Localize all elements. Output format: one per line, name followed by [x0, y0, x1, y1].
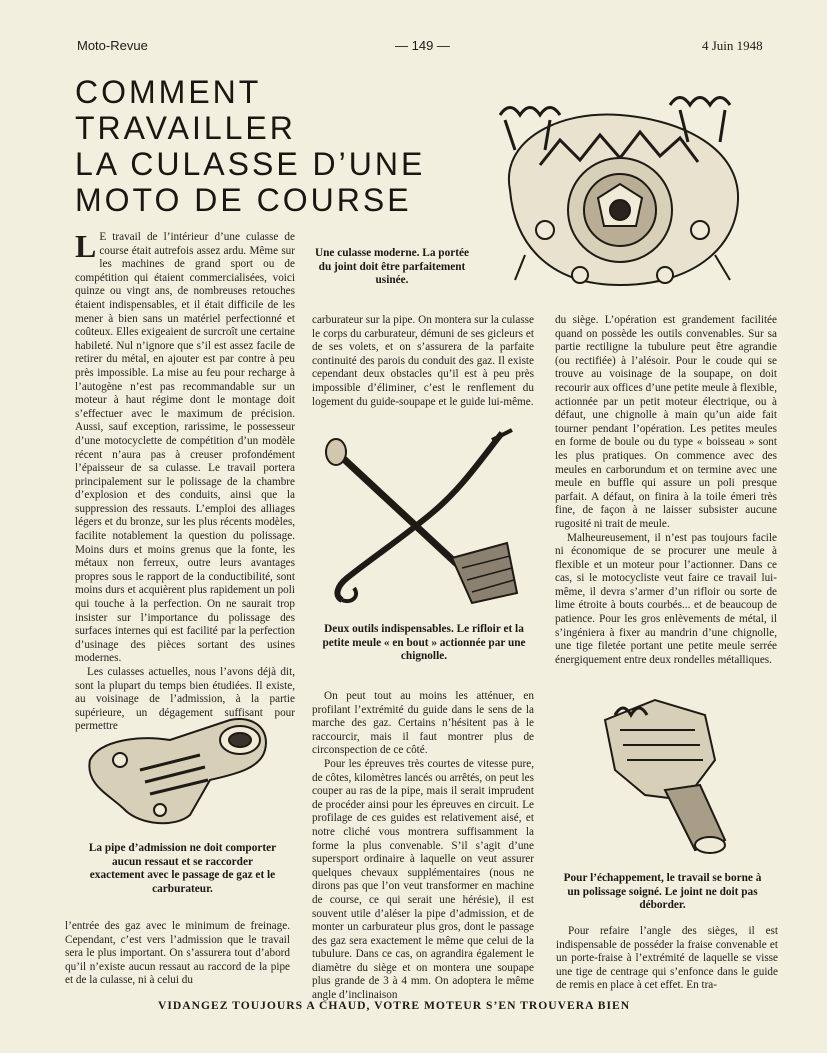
paragraph: du siège. L’opération est grandement facilitée quand on possède les outils convenables. Sur sa partie rectiligne la tubulure peut être agrandie (ou rectifiée) à l’alésoir. Pour le coude qui se trouve au voisinage de la soupape, on doit recourir aux offices d’une petite meule à flexible, actionnée par un petit moteur électrique, ou à défaut, une chignolle à main qu’un aide fait tourner pendant l’opération. Les petites meules en forme de boule ou du type « boisseau » sont les plus pratiques. On commence avec des meules en carborundum et on termine avec une meule en buffle qui assure un poli presque parfait. A défaut, on finira à la toile émeri très fine, de façon à ne laisser subsister aucune rugosité ni trait de meule. [555, 314, 777, 530]
intake-pipe-illustration [80, 700, 280, 835]
title-line: LA CULASSE D’UNE [75, 146, 426, 182]
column-1-bottom [65, 920, 290, 988]
page-number: — 149 — [395, 38, 450, 53]
paragraph: On peut tout au moins les atténuer, en profilant l’extrémité du guide dans le sens de la marche des gaz. Certains n’hésitent pas à le raccourcir, mais il faut montrer plus de circonspection de ce côté. [312, 690, 534, 757]
cylinder-head-illustration [470, 80, 770, 300]
article-title [75, 74, 426, 218]
caption-exhaust: Pour l’échappement, le travail se borne à un polissage soigné. Le joint ne doit pas déborder. [563, 872, 762, 912]
paragraph: carburateur sur la pipe. On montera sur la culasse le corps du carburateur, démuni de ses gicleurs et de ses volets, et on s’assurera de la parfaite continuité des parois du conduit des gaz. Il existe cependant deux obstacles qu’il est à peu près impossible d’éliminer, c’est le renflement du logement du guide-soupape et le guide lui-même. [312, 314, 534, 408]
title-line: TRAVAILLER [75, 110, 296, 146]
column-1 [75, 228, 295, 734]
paragraph: Malheureusement, il n’est pas toujours facile ni économique de se procurer une meule à flexible et un moteur pour l’actionner. Dans ce cas, si le motocycliste veut faire ce travail lui-même, il devra s’armer d’un rifloir ou sorte de lime étroite à bouts courbés... et de beaucoup de patience. Pour les gros enlèvements de métal, il s’ingéniera à fixer au mandrin d’une chignolle, une tige filetée portant une petite meule serrée énergiquement entre deux rondelles métalliques. [555, 531, 777, 666]
column-2-top [312, 314, 534, 409]
column-3-bottom [556, 925, 778, 993]
title-line: COMMENT [75, 74, 262, 110]
paragraph: Les culasses actuelles, nous l’avons déjà dit, sont la plupart du temps bien étudiées. Il existe, au voisinage de l’admission, à la partie supérieure, un dégagement suffisant pour permettre [75, 666, 295, 733]
column-3-top [555, 314, 777, 667]
title-line: MOTO DE COURSE [75, 182, 412, 218]
exhaust-illustration [595, 690, 745, 860]
issue-date: 4 Juin 1948 [702, 38, 763, 53]
tools-illustration [322, 428, 527, 608]
magazine-name: Moto-Revue [77, 38, 148, 53]
drop-cap: L [75, 228, 97, 264]
paragraph: l’entrée des gaz avec le minimum de freinage. Cependant, c’est vers l’admission que le travail sera le plus important. On s’assurera tout d’abord qu’il n’existe aucun ressaut au raccord de la pipe et de la culasse, ni à celui du [65, 920, 290, 987]
caption-modern-head: Une culasse moderne. La portée du joint doit être parfaitement usinée. [314, 247, 470, 287]
footer-slogan: VIDANGEZ TOUJOURS A CHAUD, VOTRE MOTEUR S’EN TROUVERA BIEN [158, 999, 631, 1012]
paragraph: E travail de l’intérieur d’une culasse de course était autrefois assez ardu. Même sur les machines de grand sport ou de compétition qui étaient commercialisées, voici quinze ou vingt ans, de nombreuses retouches étaient indispensables, et il était difficile de les mener à bien sans un matériel perfectionné et coûteux. Elles exigeaient de surcroît une certaine habileté. Nul n’ignore que s’il est assez facile de retirer du métal, en ajouter est par contre à peu près impossible. La mise au feu pour recharge à l’autogène n’est pas recommandable sur un moteur à haut régime dont le montage doit s’effectuer avec le maximum de précision. Aussi, sauf exception, rarissime, le possesseur d’une motocyclette de compétition d’un modèle récent n’aura pas à creuser profondément l’épaisseur de sa culasse. Le travail portera principalement sur le polissage de la chambre d’explosion et des conduits, ainsi que la suppression des ressauts. L’emploi des alliages légers et du bronze, sur les plus récents modèles, facilite notablement la question du polissage. Moins durs et moins grenus que la fonte, les métaux non ferreux, outre leurs avantages propres sous le rapport de la conductibilité, sont moins durs et acquièrent plus rapidement un poli qui touche à la perfection. On ne saurait trop insister sur l’importance du polissage des surfaces internes qui est facilité par la perfection d’usinage des pièces sortant des usines modernes. [75, 231, 295, 665]
caption-tools: Deux outils indispensables. Le rifloir et la petite meule « en bout » actionnée par une chignolle. [322, 623, 526, 663]
column-2-bottom [312, 690, 534, 1003]
caption-intake-pipe: La pipe d’admission ne doit comporter aucun ressaut et se raccorder exactement avec le passage de gaz et le carburateur. [88, 842, 277, 895]
paragraph: Pour les épreuves très courtes de vitesse pure, de côtes, kilomètres lancés ou arrêtés, on peut les couper au ras de la pipe, mais il serait imprudent de procéder ainsi pour les épreuves en circuit. Le profilage de ces guides est relativement aisé, et notre cliché vous montrera suffisamment la forme la plus convenable. S’il s’agit d’une supersport ordinaire à laquelle on veut assurer quelques chevaux supplémentaires (nous ne dirons pas que l’on veut transformer en machine de course, ce qui serait une hérésie), il est souvent utile d’aléser la pipe d’admission, et de monter un carburateur plus gros, dont le passage des gaz sera exactement le même que celui de la tubulure. Dans ce cas, on agrandira également le diamètre du siège et on montera une soupape plus grande de 3 à 4 mm. On adoptera le même angle d’inclinaison [312, 757, 534, 1002]
paragraph: Pour refaire l’angle des sièges, il est indispensable de posséder la fraise convenable et un porte-fraise à l’extrémité de laquelle se visse une tige de centrage qui s’enfonce dans le guide de remis en place à cet effet. En tra- [556, 925, 778, 992]
